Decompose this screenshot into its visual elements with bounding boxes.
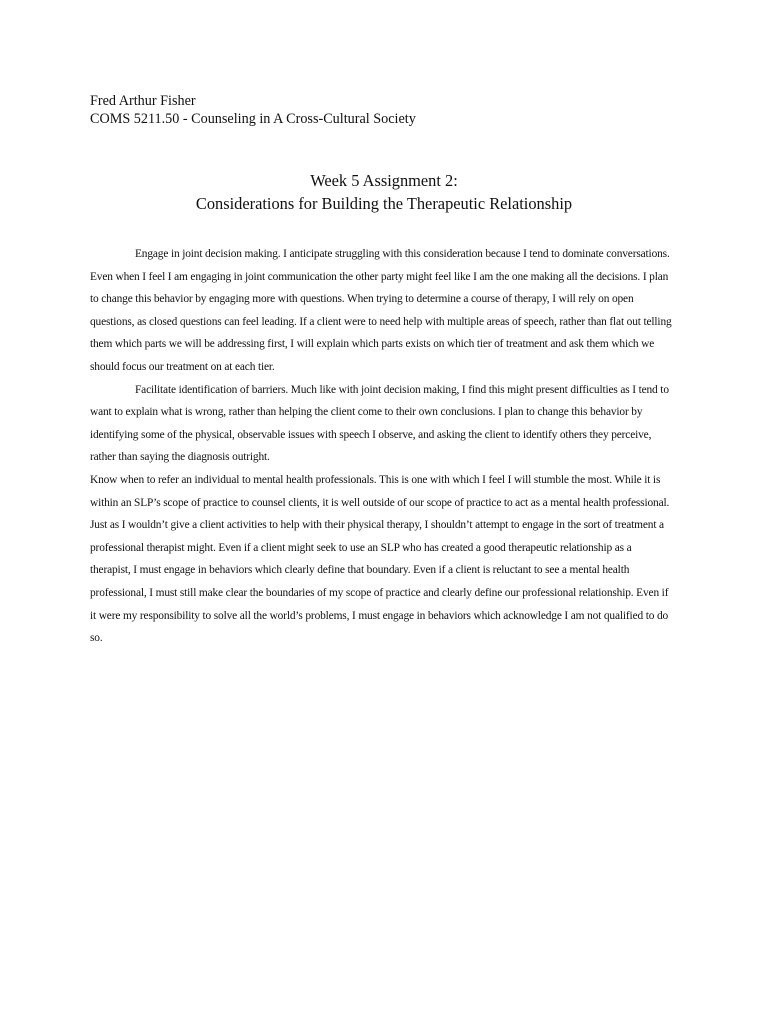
author-name: Fred Arthur Fisher — [90, 93, 196, 109]
paragraph-identification-of-barriers: Facilitate identification of barriers. Much like with joint decision making, I find this might present difficulties as I tend to want to explain what is wrong, rather than helping the client come to their own conclusions. I plan to change this behavior by identifying some of the physical, observable issues with speech I observe, and asking the client to identify others they perceive, rather than saying the diagnosis outright. — [90, 383, 669, 464]
course-name: COMS 5211.50 - Counseling in A Cross-Cultural Society — [90, 111, 416, 127]
paragraph-referral-to-mental-health: Know when to refer an individual to mental health professionals. This is one with which I feel I will stumble the most. While it is within an SLP’s scope of practice to counsel clients, it is well outside of our scope of practice to act as a mental health professional. Just as I wouldn’t give a client activities to help with their physical therapy, I shouldn’t attempt to engage in the sort of treatment a professional therapist might. Even if a client might seek to use an SLP who has created a good therapeutic relationship as a therapist, I must engage in behaviors which clearly define that boundary. Even if a client is reluctant to see a mental health professional, I must still make clear the boundaries of my scope of practice and clearly define our professional relationship. Even if it were my responsibility to solve all the world’s problems, I must engage in behaviors which acknowledge I am not qualified to do so. — [90, 473, 670, 645]
document-header — [90, 92, 416, 128]
paragraph-joint-decision-making: Engage in joint decision making. I anticipate struggling with this consideration because I tend to dominate conversations. Even when I feel I am engaging in joint communication the other party might feel like I am the one making all the decisions. I plan to change this behavior by engaging more with questions. When trying to determine a course of therapy, I will rely on open questions, as closed questions can feel leading. If a client were to need help with multiple areas of speech, rather than flat out telling them which parts we will be addressing first, I will explain which parts exists on which tier of treatment and ask them which we should focus our treatment on at each tier. — [90, 248, 672, 373]
title-line-1: Week 5 Assignment 2: — [310, 171, 458, 190]
document-body — [90, 243, 673, 650]
title-line-2: Considerations for Building the Therapeutic Relationship — [195, 194, 573, 213]
assignment-title — [0, 169, 768, 215]
